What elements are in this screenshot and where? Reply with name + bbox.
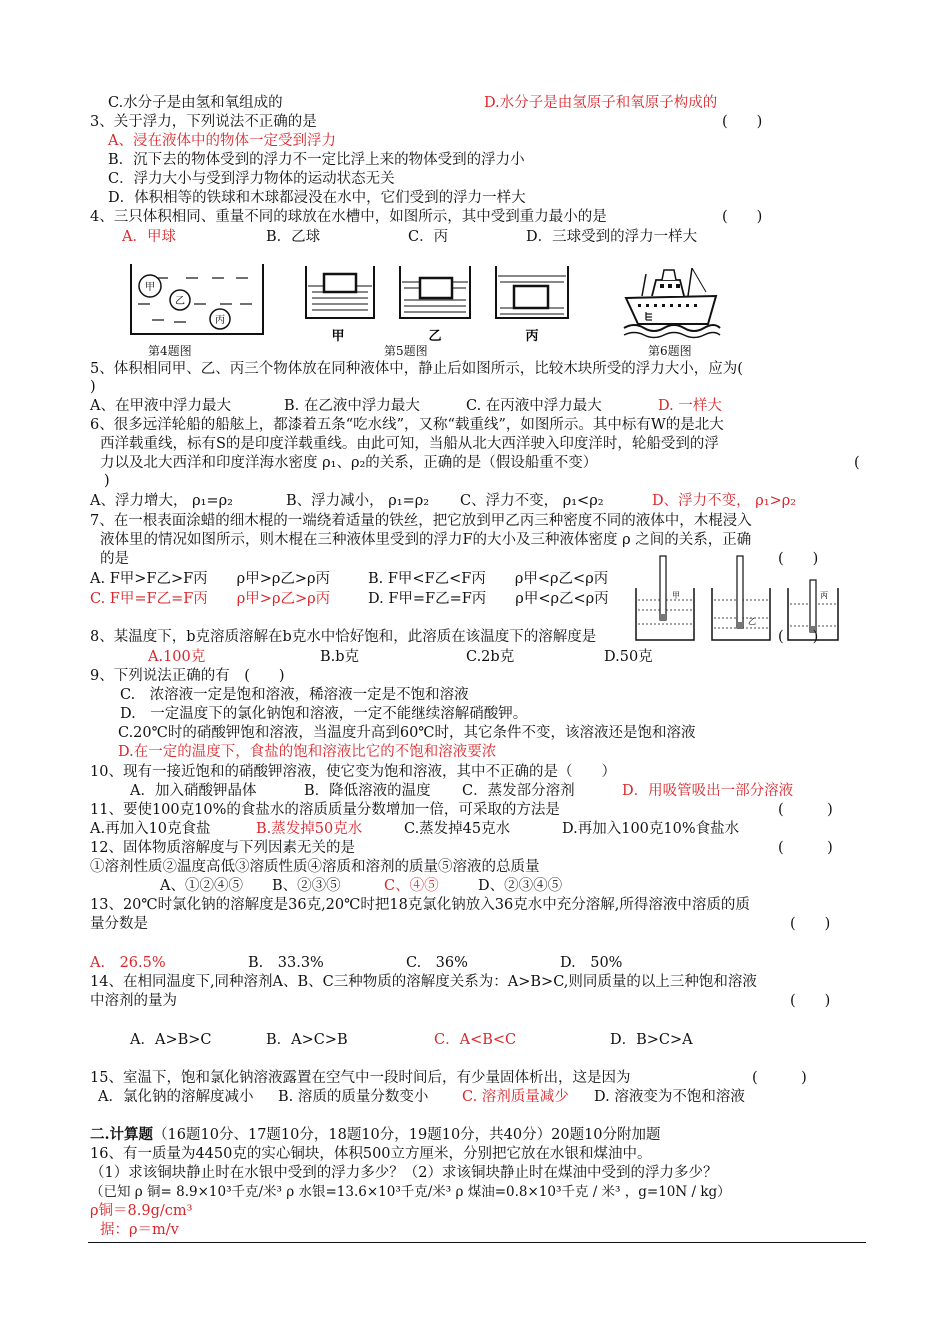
q14-option-d: D．B>C>A bbox=[610, 1032, 693, 1048]
q15-option-a: A．氯化钠的溶解度减小 bbox=[98, 1089, 254, 1105]
q5-option-c: C. 在丙液中浮力最大 bbox=[466, 398, 602, 414]
q13-stem-line1: 13、20℃时氯化钠的溶解度是36克,20℃时把18克氯化钠放入36克水中充分溶解,所得溶液中溶质的质 bbox=[90, 897, 750, 913]
q2-option-c: C.水分子是由氢和氧组成的 bbox=[108, 95, 283, 111]
q8-option-b: B.b克 bbox=[320, 649, 360, 665]
q7-stem-line1: 7、在一根表面涂蜡的细木棍的一端绕着适量的铁丝，把它放到甲乙丙三种密度不同的液体中，木棍浸入 bbox=[90, 513, 752, 529]
q11-option-b: B.蒸发掉50克水 bbox=[256, 821, 363, 837]
q5-option-d: D. 一样大 bbox=[658, 398, 722, 414]
q13-paren: ( ) bbox=[790, 916, 831, 932]
q6-paren-open: ( bbox=[854, 455, 860, 471]
calc-section-heading bbox=[90, 1126, 661, 1144]
q15-option-d: D. 溶液变为不饱和溶液 bbox=[594, 1089, 745, 1105]
q9-option-3: C.20℃时的硝酸钾饱和溶液，当温度升高到60℃时，其它条件不变，该溶液还是饱和溶液 bbox=[118, 725, 696, 741]
q4-option-c: C．丙 bbox=[408, 229, 449, 245]
calc-heading-title: 二.计算题 bbox=[90, 1126, 154, 1143]
q3-paren: ( ) bbox=[722, 114, 763, 130]
q5-option-a: A、在甲液中浮力最大 bbox=[90, 398, 231, 414]
q6-option-c: C、浮力不变， ρ₁<ρ₂ bbox=[460, 493, 604, 509]
q3-option-c: C．浮力大小与受到浮力物体的运动状态无关 bbox=[108, 171, 395, 187]
q4-ball-yi-label: 乙 bbox=[175, 296, 185, 307]
q11-paren: ( ) bbox=[778, 802, 833, 818]
fig5-caption: 第5题图 bbox=[384, 344, 428, 358]
q14-paren: ( ) bbox=[790, 993, 831, 1009]
q7-option-c: C. F甲=F乙=F丙 ρ甲>ρ乙>ρ丙 bbox=[90, 591, 331, 607]
q6-option-b: B、浮力减小， ρ₁=ρ₂ bbox=[286, 493, 430, 509]
q5-stem-close: ) bbox=[90, 379, 96, 395]
q3-option-a: A、浸在液体中的物体一定受到浮力 bbox=[108, 133, 336, 149]
answer-density-line: ρ铜＝8.9g/cm³ bbox=[90, 1203, 193, 1219]
q4-option-b: B．乙球 bbox=[266, 229, 321, 245]
q6-stem-line3: 力以及北大西洋和印度洋海水密度 ρ₁、ρ₂的关系，正确的是（假设船重不变） bbox=[100, 455, 598, 471]
q12-option-c: C、④⑤ bbox=[384, 878, 439, 894]
q9-stem: 9、下列说法正确的有 ( ) bbox=[90, 668, 285, 684]
q16-given-data: （已知 ρ 铜= 8.9×10³千克/米³ ρ 水银=13.6×10³千克/米³ ρ 煤油=0.8×10³千克 / 米³ ，g=10N / kg） bbox=[90, 1184, 731, 1200]
q8-paren: ( ) bbox=[778, 629, 819, 645]
q5-figure bbox=[298, 262, 580, 344]
q15-option-b: B. 溶质的质量分数变小 bbox=[278, 1089, 429, 1105]
q12-items: ①溶剂性质②温度高低③溶质性质④溶质和溶剂的质量⑤溶液的总质量 bbox=[90, 859, 540, 875]
q7-beaker-jia-label: 甲 bbox=[672, 591, 680, 600]
q15-option-c: C. 溶剂质量减少 bbox=[462, 1089, 569, 1105]
q6-paren-close: ) bbox=[104, 473, 110, 489]
q13-option-c: C. 36% bbox=[406, 955, 468, 971]
q6-ship-figure bbox=[622, 262, 722, 340]
fig6-caption: 第6题图 bbox=[648, 344, 692, 358]
q7-beaker-bing-label: 丙 bbox=[820, 591, 828, 600]
q13-stem-line2: 量分数是 bbox=[90, 916, 148, 932]
q3-option-b: B．沉下去的物体受到的浮力不一定比浮上来的物体受到的浮力小 bbox=[108, 152, 525, 168]
q12-stem: 12、固体物质溶解度与下列因素无关的是 bbox=[90, 840, 355, 856]
q14-stem-line1: 14、在相同温度下,同种溶剂A、B、C三种物质的溶解度关系为：A>B>C,则同质量的以上三种饱和溶液 bbox=[90, 974, 757, 990]
q13-option-b: B. 33.3% bbox=[248, 955, 324, 971]
q14-option-c: C．A<B<C bbox=[434, 1032, 517, 1048]
q7-stem-line2: 液体里的情况如图所示，则木棍在三种液体里受到的浮力F的大小及三种液体密度 ρ 之间的关系，正确 bbox=[100, 532, 752, 548]
q3-option-d: D．体积相等的铁球和木球都浸没在水中，它们受到的浮力一样大 bbox=[108, 190, 526, 206]
q8-option-d: D.50克 bbox=[604, 649, 653, 665]
bottom-divider bbox=[88, 1242, 866, 1243]
q12-option-b: B、②③⑤ bbox=[272, 878, 341, 894]
q14-stem-line2: 中溶剂的量为 bbox=[90, 993, 177, 1009]
q11-option-c: C.蒸发掉45克水 bbox=[404, 821, 511, 837]
q4-option-a: A．甲球 bbox=[122, 229, 176, 245]
q12-option-d: D、②③④⑤ bbox=[478, 878, 563, 894]
q5-container-yi-label: 乙 bbox=[428, 329, 442, 344]
q4-ball-bing-label: 丙 bbox=[215, 315, 225, 326]
q6-stem-line2: 西洋载重线，标有S的是印度洋载重线。由此可知，当船从北大西洋驶入印度洋时，轮船受到的浮 bbox=[100, 436, 719, 452]
calc-heading-rest: （16题10分、17题10分，18题10分，19题10分，共40分）20题10分附加题 bbox=[153, 1127, 661, 1143]
q10-stem: 10、现有一接近饱和的硝酸钾溶液，使它变为饱和溶液，其中不正确的是（ ） bbox=[90, 764, 616, 780]
q6-option-d: D、浮力不变， ρ₁>ρ₂ bbox=[652, 493, 797, 509]
q8-option-c: C.2b克 bbox=[466, 649, 515, 665]
q14-option-a: A．A>B>C bbox=[130, 1032, 212, 1048]
q14-option-b: B．A>C>B bbox=[266, 1032, 348, 1048]
q4-ball-jia-label: 甲 bbox=[145, 282, 155, 293]
q4-stem: 4、三只体积相同、重量不同的球放在水槽中，如图所示，其中受到重力最小的是 bbox=[90, 209, 607, 225]
q8-option-a: A.100克 bbox=[148, 649, 206, 665]
fig4-caption: 第4题图 bbox=[148, 344, 192, 358]
q11-option-a: A.再加入10克食盐 bbox=[90, 821, 211, 837]
q12-option-a: A、①②④⑤ bbox=[160, 878, 243, 894]
q7-option-a: A. F甲>F乙>F丙 ρ甲>ρ乙>ρ丙 bbox=[90, 571, 331, 587]
q13-option-d: D. 50% bbox=[560, 955, 623, 971]
q10-option-a: A．加入硝酸钾晶体 bbox=[130, 783, 257, 799]
q6-option-a: A、浮力增大， ρ₁=ρ₂ bbox=[90, 493, 233, 509]
q9-option-2: D. 一定温度下的氯化钠饱和溶液，一定不能继续溶解硝酸钾。 bbox=[120, 706, 528, 722]
q7-option-d: D. F甲=F乙=F丙 ρ甲<ρ乙<ρ丙 bbox=[368, 591, 609, 607]
q9-option-4: D.在一定的温度下，食盐的饱和溶液比它的不饱和溶液要浓 bbox=[118, 744, 497, 760]
q5-stem: 5、体积相同甲、乙、丙三个物体放在同种液体中，静止后如图所示，比较木块所受的浮力大小，应为( bbox=[90, 361, 743, 377]
q5-option-b: B. 在乙液中浮力最大 bbox=[284, 398, 420, 414]
q7-paren: ( ) bbox=[778, 551, 819, 567]
answer-formula-line: 据：ρ＝m/v bbox=[100, 1222, 179, 1238]
q16-stem-line1: 16、有一质量为4450克的实心铜块，体积500立方厘米，分别把它放在水银和煤油中。 bbox=[90, 1146, 652, 1162]
q11-stem: 11、要使100克10%的食盐水的溶质质量分数增加一倍，可采取的方法是 bbox=[90, 802, 560, 818]
q5-container-bing-label: 丙 bbox=[525, 329, 539, 344]
q15-paren: ( ) bbox=[752, 1070, 807, 1086]
q9-option-1: C. 浓溶液一定是饱和溶液，稀溶液一定是不饱和溶液 bbox=[120, 687, 469, 703]
q5-container-jia-label: 甲 bbox=[331, 329, 345, 344]
q7-option-b: B. F甲<F乙<F丙 ρ甲<ρ乙<ρ丙 bbox=[368, 571, 609, 587]
q4-figure bbox=[128, 262, 268, 338]
q4-paren: ( ) bbox=[722, 209, 763, 225]
q6-stem-line1: 6、很多远洋轮船的船舷上，都漆着五条“吃水线”，又称“载重线”，如图所示。其中标有W的是北大 bbox=[90, 417, 724, 433]
q10-option-b: B．降低溶液的温度 bbox=[304, 783, 431, 799]
q3-stem: 3、关于浮力，下列说法不正确的是 bbox=[90, 114, 317, 130]
q16-stem-line2: （1）求该铜块静止时在水银中受到的浮力多少？（2）求该铜块静止时在煤油中受到的浮力多少？ bbox=[90, 1165, 718, 1181]
q12-paren: ( ) bbox=[778, 840, 833, 856]
q10-option-c: C．蒸发部分溶剂 bbox=[462, 783, 575, 799]
q13-option-a: A. 26.5% bbox=[90, 955, 166, 971]
q2-option-d: D.水分子是由氢原子和氧原子构成的 bbox=[484, 95, 718, 111]
q11-option-d: D.再加入100克10%食盐水 bbox=[562, 821, 740, 837]
q7-stem-line3: 的是 bbox=[100, 551, 129, 567]
q10-option-d: D．用吸管吸出一部分溶液 bbox=[622, 783, 794, 799]
q4-option-d: D．三球受到的浮力一样大 bbox=[526, 229, 698, 245]
q15-stem: 15、室温下，饱和氯化钠溶液露置在空气中一段时间后，有少量固体析出，这是因为 bbox=[90, 1070, 631, 1086]
q7-beaker-yi-label: 乙 bbox=[748, 617, 756, 626]
q8-stem: 8、某温度下，b克溶质溶解在b克水中恰好饱和，此溶质在该温度下的溶解度是 bbox=[90, 629, 597, 645]
